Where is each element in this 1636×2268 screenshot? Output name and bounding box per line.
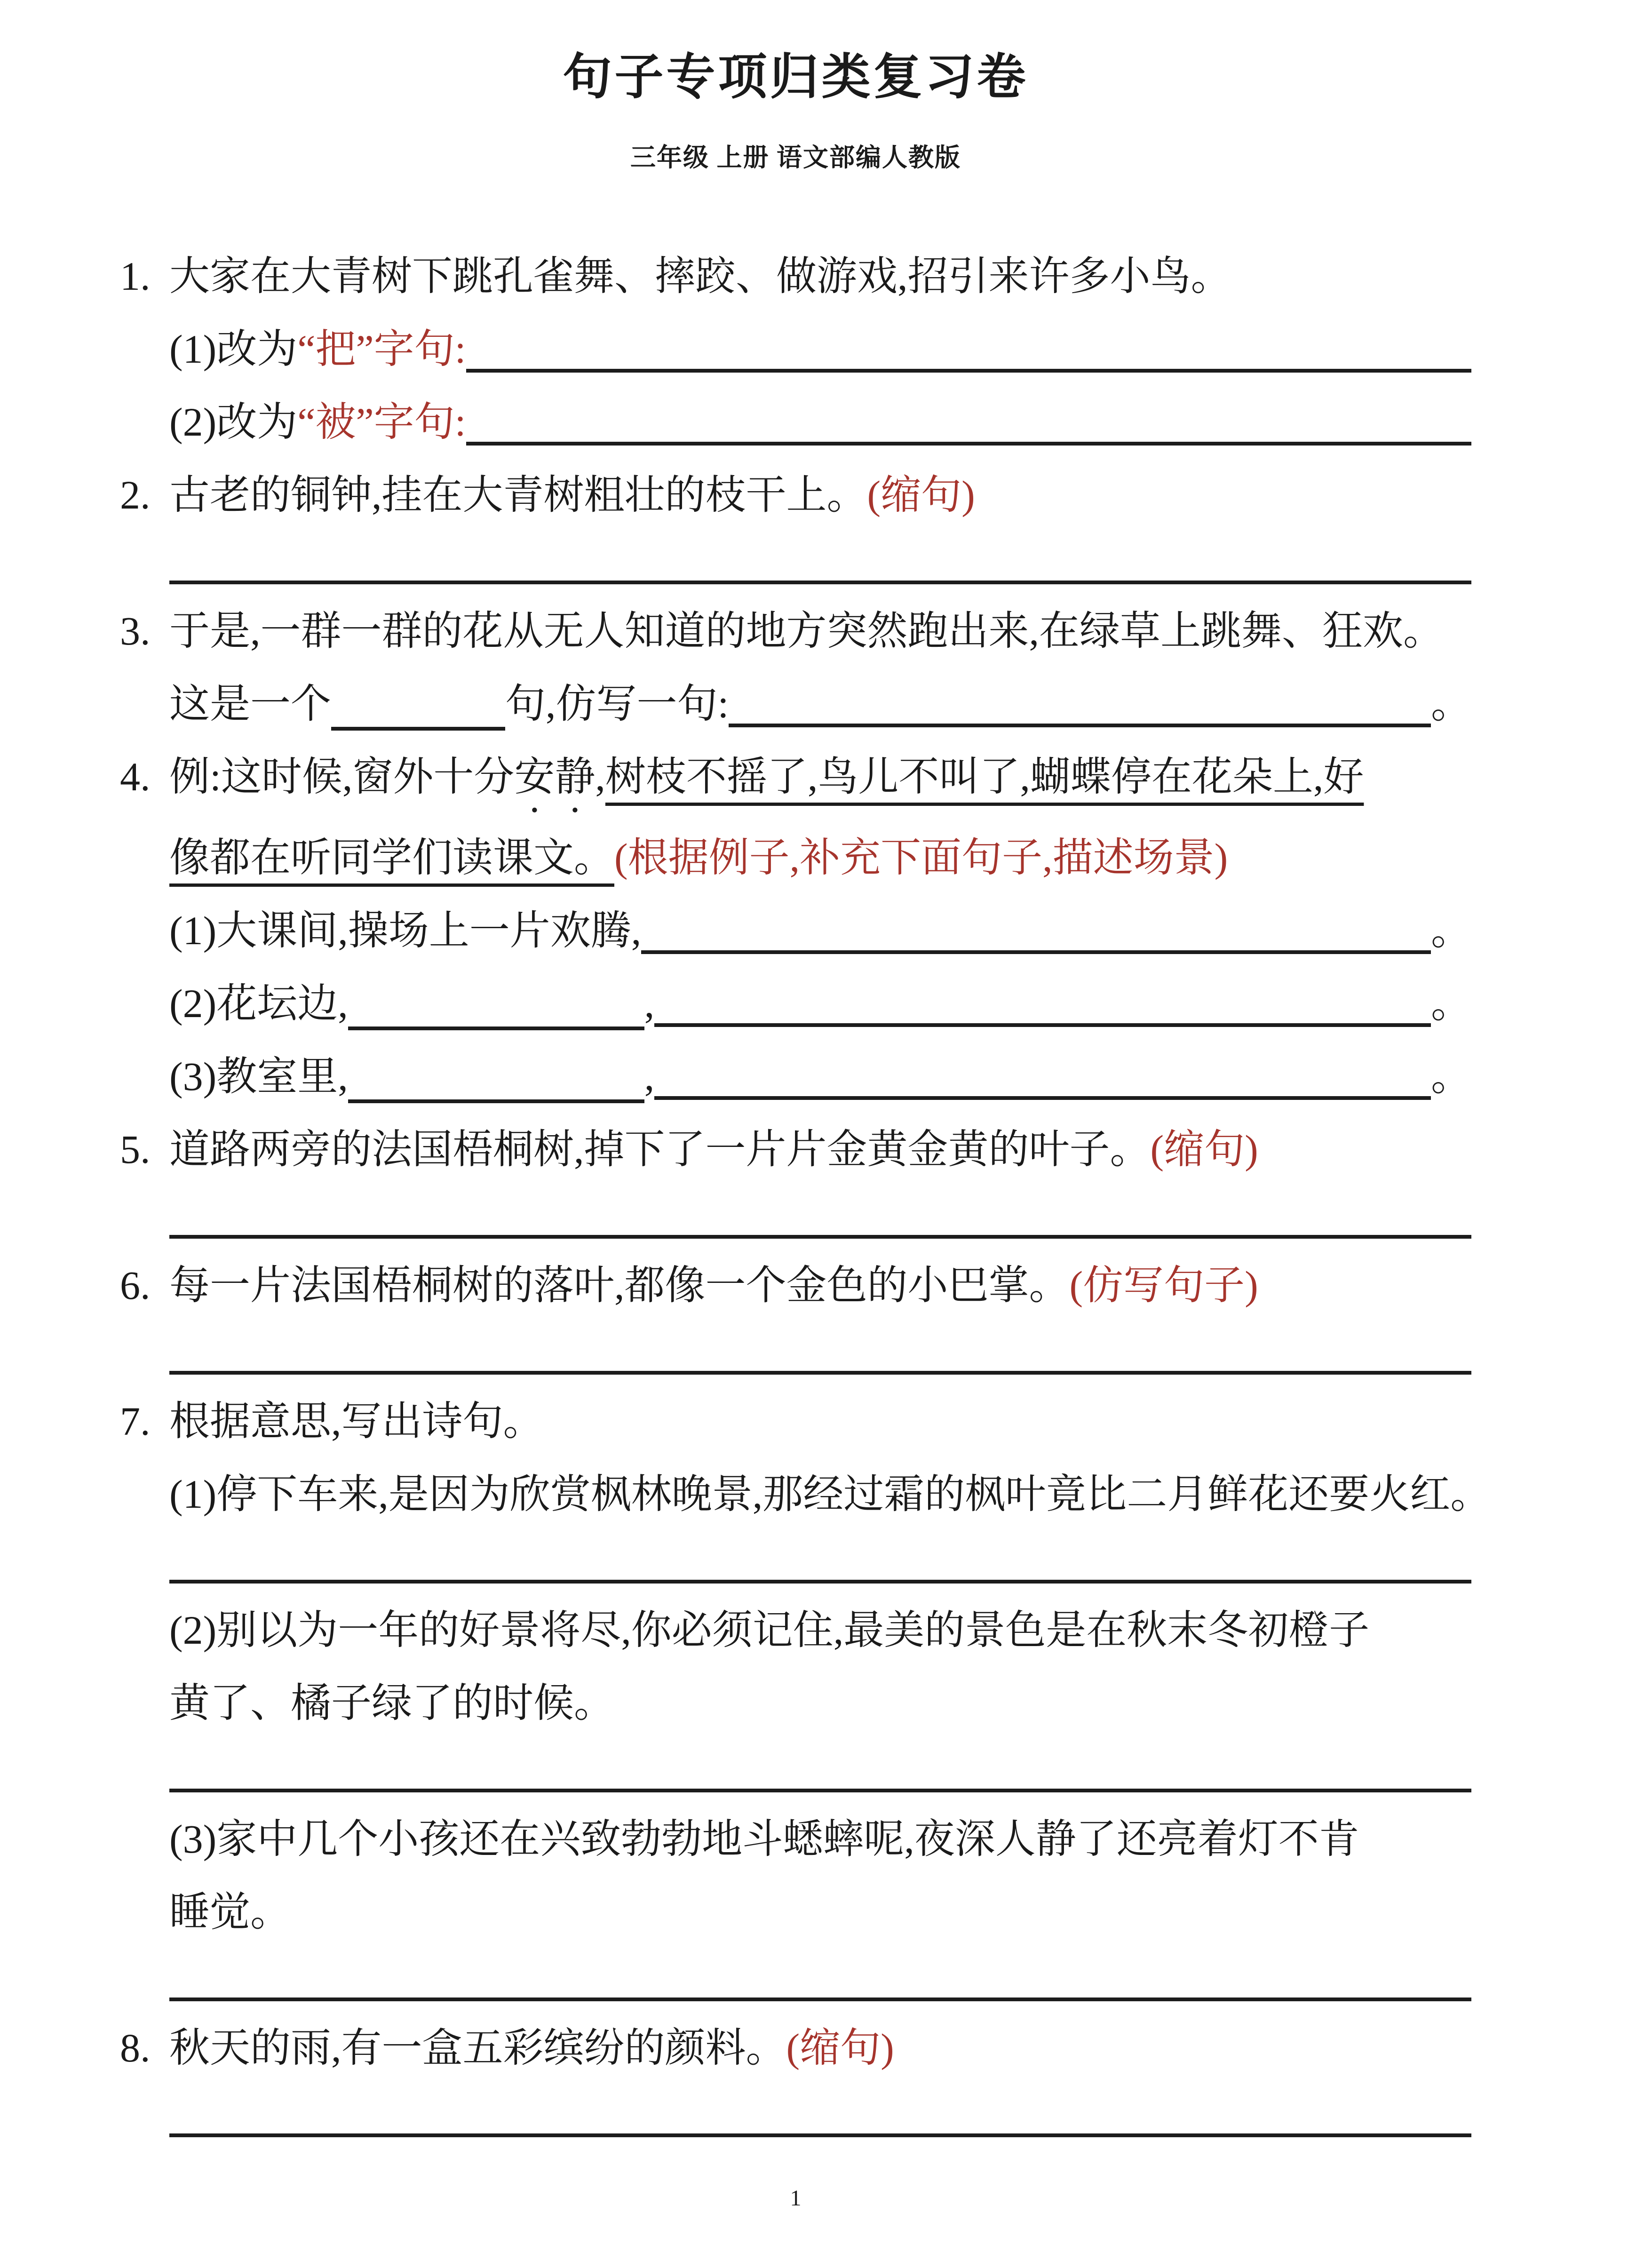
- question-3-line-2: [120, 668, 1471, 740]
- question-8-text: 秋天的雨,有一盒五彩缤纷的颜料。: [169, 2025, 786, 2070]
- answer-blank-fill[interactable]: [654, 1023, 1431, 1027]
- question-7-sub-3-line-1: [120, 1803, 1471, 1876]
- question-5-number: 5.: [120, 1127, 151, 1172]
- question-7-sub-3-text-1: (3)家中几个小孩还在兴致勃勃地斗蟋蟀呢,夜深人静了还亮着灯不肯: [169, 1816, 1359, 1862]
- question-8: [120, 2012, 1471, 2085]
- question-3-number: 3.: [120, 608, 151, 653]
- page-number: 1: [790, 2186, 802, 2211]
- sub-1-prefix: (1)改为: [169, 326, 298, 372]
- question-7-sub-1: [120, 1458, 1491, 1531]
- page-title: 句子专项归类复习卷: [563, 50, 1029, 104]
- answer-line[interactable]: [169, 1186, 1471, 1239]
- question-4-line-2: [120, 821, 1471, 894]
- inline-answer-blank[interactable]: [331, 724, 505, 731]
- inline-answer-blank[interactable]: [348, 1024, 644, 1030]
- inline-answer-blank[interactable]: [348, 1097, 644, 1103]
- question-8-number: 8.: [120, 2025, 151, 2070]
- answer-line[interactable]: [169, 1322, 1471, 1375]
- question-4-number: 4.: [120, 754, 151, 799]
- question-2-number: 2.: [120, 472, 151, 517]
- question-1-sub-2: [120, 386, 1471, 459]
- question-7-sub-3-text-2: 睡觉。: [169, 1889, 291, 1934]
- sub-2-prefix: (2)花坛边,: [169, 981, 348, 1026]
- answer-line[interactable]: [169, 1740, 1471, 1792]
- question-3-line-2-text: [169, 668, 729, 740]
- question-6: [120, 1249, 1471, 1322]
- answer-line[interactable]: [169, 1531, 1471, 1584]
- question-4-sub-3: [120, 1040, 1471, 1113]
- question-4-sub-1: [120, 894, 1471, 967]
- question-7-sub-3-line-2: [120, 1876, 1471, 1949]
- question-7-sub-2-text-1: (2)别以为一年的好景将尽,你必须记住,最美的景色是在秋末冬初橙子: [169, 1607, 1370, 1653]
- question-4-sub-3-text: [169, 1040, 654, 1113]
- question-7-sub-2-line-1: [120, 1594, 1471, 1667]
- question-4-line-1: [169, 754, 1364, 799]
- question-1-sub-1: [120, 313, 1471, 386]
- sub-3-period: 。: [1431, 1054, 1471, 1099]
- answer-blank-fill[interactable]: [641, 950, 1431, 954]
- sub-2-prefix: (2)改为: [169, 399, 298, 445]
- question-6-tag: (仿写句子): [1069, 1263, 1258, 1308]
- question-4-tag: (根据例子,补充下面句子,描述场景): [614, 835, 1228, 880]
- question-2-tag: (缩句): [867, 472, 975, 517]
- line-1-prefix: 例:这时候,窗外十分: [169, 754, 515, 799]
- question-2: [120, 459, 1471, 532]
- worksheet-body: [120, 240, 1491, 2137]
- emphasized-word: 安静: [514, 754, 596, 799]
- question-7-text: 根据意思,写出诗句。: [169, 1399, 544, 1444]
- question-1-number: 1.: [120, 254, 151, 299]
- question-7-sub-1-text: (1)停下车来,是因为欣赏枫林晚景,那经过霜的枫叶竟比二月鲜花还要火红。: [169, 1472, 1491, 1517]
- sub-3-mid: ,: [644, 1054, 655, 1099]
- question-7-number: 7.: [120, 1399, 151, 1444]
- question-5: [120, 1113, 1471, 1186]
- question-1-text: 大家在大青树下跳孔雀舞、摔跤、做游戏,招引来许多小鸟。: [169, 254, 1231, 299]
- question-1-sub-1-text: [169, 313, 466, 386]
- question-7: [120, 1385, 1471, 1458]
- answer-blank-fill[interactable]: [729, 724, 1431, 727]
- answer-blank-fill[interactable]: [654, 1096, 1431, 1100]
- question-6-number: 6.: [120, 1263, 151, 1308]
- answer-line[interactable]: [169, 1949, 1471, 2001]
- question-2-text: 古老的铜钟,挂在大青树粗壮的枝干上。: [169, 472, 867, 517]
- answer-blank-fill[interactable]: [466, 369, 1471, 373]
- sub-2-highlight: “被”字句:: [297, 399, 466, 445]
- question-6-text: 每一片法国梧桐树的落叶,都像一个金色的小巴掌。: [169, 1263, 1070, 1308]
- line-2-period: 。: [1431, 681, 1471, 726]
- question-1-sub-2-text: [169, 386, 466, 459]
- sub-1-highlight: “把”字句:: [297, 326, 466, 372]
- question-7-sub-2-text-2: 黄了、橘子绿了的时候。: [169, 1680, 614, 1726]
- line-2-mid: 句,仿写一句:: [505, 681, 729, 726]
- question-4-sub-2: [120, 967, 1471, 1040]
- line-1-comma: ,: [595, 754, 605, 799]
- question-5-tag: (缩句): [1150, 1127, 1258, 1172]
- line-2-prefix: 这是一个: [169, 681, 331, 726]
- underlined-example-part-1: 树枝不摇了,鸟儿不叫了,蝴蝶停在花朵上,好: [605, 754, 1364, 799]
- sub-1-period: 。: [1431, 908, 1471, 953]
- sub-3-prefix: (3)教室里,: [169, 1054, 348, 1099]
- question-1: [120, 240, 1471, 313]
- answer-line[interactable]: [169, 2085, 1471, 2137]
- question-3: [120, 595, 1471, 668]
- question-7-sub-2-line-2: [120, 1667, 1471, 1740]
- answer-blank-fill[interactable]: [466, 442, 1471, 446]
- answer-line[interactable]: [169, 532, 1471, 584]
- sub-2-mid: ,: [644, 981, 655, 1026]
- question-5-text: 道路两旁的法国梧桐树,掉下了一片片金黄金黄的叶子。: [169, 1127, 1151, 1172]
- sub-2-period: 。: [1431, 981, 1471, 1026]
- question-4: [120, 740, 1471, 821]
- question-4-sub-2-text: [169, 967, 654, 1040]
- question-8-tag: (缩句): [786, 2025, 894, 2070]
- question-3-text: 于是,一群一群的花从无人知道的地方突然跑出来,在绿草上跳舞、狂欢。: [169, 608, 1444, 653]
- page-subtitle: 三年级 上册 语文部编人教版: [630, 143, 961, 172]
- underlined-example-part-2: 像都在听同学们读课文。: [169, 835, 614, 880]
- question-4-sub-1-text: (1)大课间,操场上一片欢腾,: [169, 908, 642, 953]
